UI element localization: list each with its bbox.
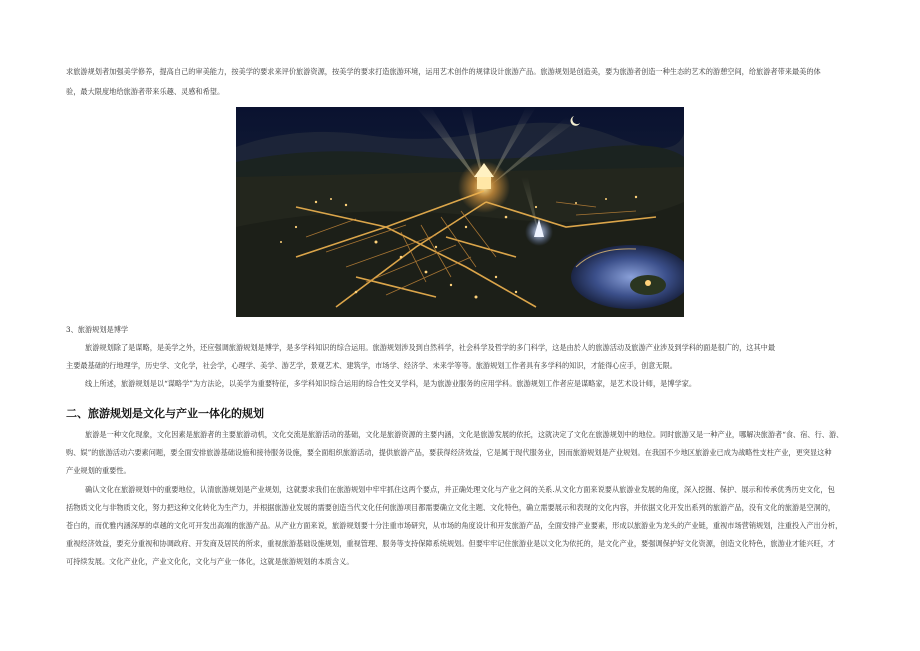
section-3-title: 3、旅游规划是博学 (66, 325, 129, 334)
section-2-heading: 二、旅游规划是文化与产业一体化的规划 (66, 407, 264, 420)
intro-line-1: 求旅游规划者加强美学修养，提高自己的审美能力，按美学的要求来评价旅游资源，按美学的要求打造旅游环境，运用艺术创作的规律设计旅游产品。旅游规划是创造美，要为旅游者创造一种生态的艺术的游憩空间，给旅游者带来最美的体 (66, 67, 821, 76)
section-2-para-2-line-4: 重视经济效益，要充分重视和协调政府、开发商及居民的所求，重视旅游基础设施规划，重视管理、服务等支持保障系统规划。但要牢牢记住旅游业是以文化为依托的，是文化产业，要强调保护好文化资源，创造文化特色，旅游业才能兴旺，才 (66, 539, 836, 548)
resort-night-aerial-image (236, 107, 684, 317)
section-2-para-2-line-5: 可持续发展。文化产业化，产业文化化，文化与产业一体化，这就是旅游规划的本质含义。 (66, 557, 354, 566)
section-2-para-2-line-2: 括物质文化与非物质文化，努力把这种文化转化为生产力，并根据旅游业发展的需要创造当代文化任何旅游项目都需要确立文化主题、文化特色，确立需要展示和表现的文化内容，并依据文化开发出系列的旅游产品，没有文化的旅游是空洞的， (66, 503, 836, 512)
section-2-para-1-line-1: 旅游是一种文化现象，文化因素是旅游者的主要旅游动机，文化交流是旅游活动的基础，文化是旅游资源的主要内涵，文化是旅游发展的依托，这就决定了文化在旅游规划中的地位。同时旅游又是一种产业，哪解决旅游者“食、宿、行、游、 (85, 430, 844, 439)
section-2-para-1-line-3: 产业规划的重要性。 (66, 466, 131, 475)
intro-line-2: 验，最大限度地给旅游者带来乐趣、灵感和希望。 (66, 87, 225, 96)
section-3-para-1-line-2: 主要最基础的行地理学，历史学、文化学，社会学，心理学、美学、游艺学，景观艺术、建筑学，市场学、经济学、未来学等等。旅游规划工作者具有多学科的知识，才能得心应手，创意无限。 (66, 361, 677, 370)
section-3-para-1-line-1: 旅游规划除了是谋略，是美学之外，还应强调旅游规划是博学，是多学科知识的综合运用。旅游规划涉及到自然科学，社会科学及哲学的多门科学，这是由於人的旅游活动及旅游产业涉及到学科的面是很广的，这其中最 (85, 343, 776, 352)
section-2-para-2-line-1: 确认文化在旅游规划中的重要地位，认清旅游规划是产业规划，这就要求我们在旅游规划中牢牢抓住这两个要点，并正确处理文化与产业之间的关系.从文化方面来说要从旅游业发展的角度，深入挖掘、保护、展示和传承优秀历史文化，包 (85, 485, 835, 494)
section-3-para-2: 线上所述，旅游规划是以“谋略学”为方法论，以美学为重要特征，多学科知识综合运用的综合性交叉学科，是为旅游业服务的应用学科。旅游规划工作者应是谋略家，是艺术设计师，是博学家。 (85, 379, 697, 388)
section-2-para-1-line-2: 购、娱”的旅游活动六要素问题，要全面安排旅游基础设施和接待服务设施，要全面组织旅游活动，提供旅游产品，要获得经济效益，它是属于现代服务业，因而旅游规划是产业规划。在我国不少地区旅游业已成为战略性支柱产业，更突显这种 (66, 448, 832, 457)
section-2-para-2-line-3: 苍白的，而优雅内涵深厚的卓越的文化可开发出高端的旅游产品。从产业方面来说，旅游规划要十分注重市场研究，从市场的角度设计和开发旅游产品，全面安排产业要素，形成以旅游业为龙头的产业链，重视市场营销规划，注重投入产出分析， (66, 521, 843, 530)
